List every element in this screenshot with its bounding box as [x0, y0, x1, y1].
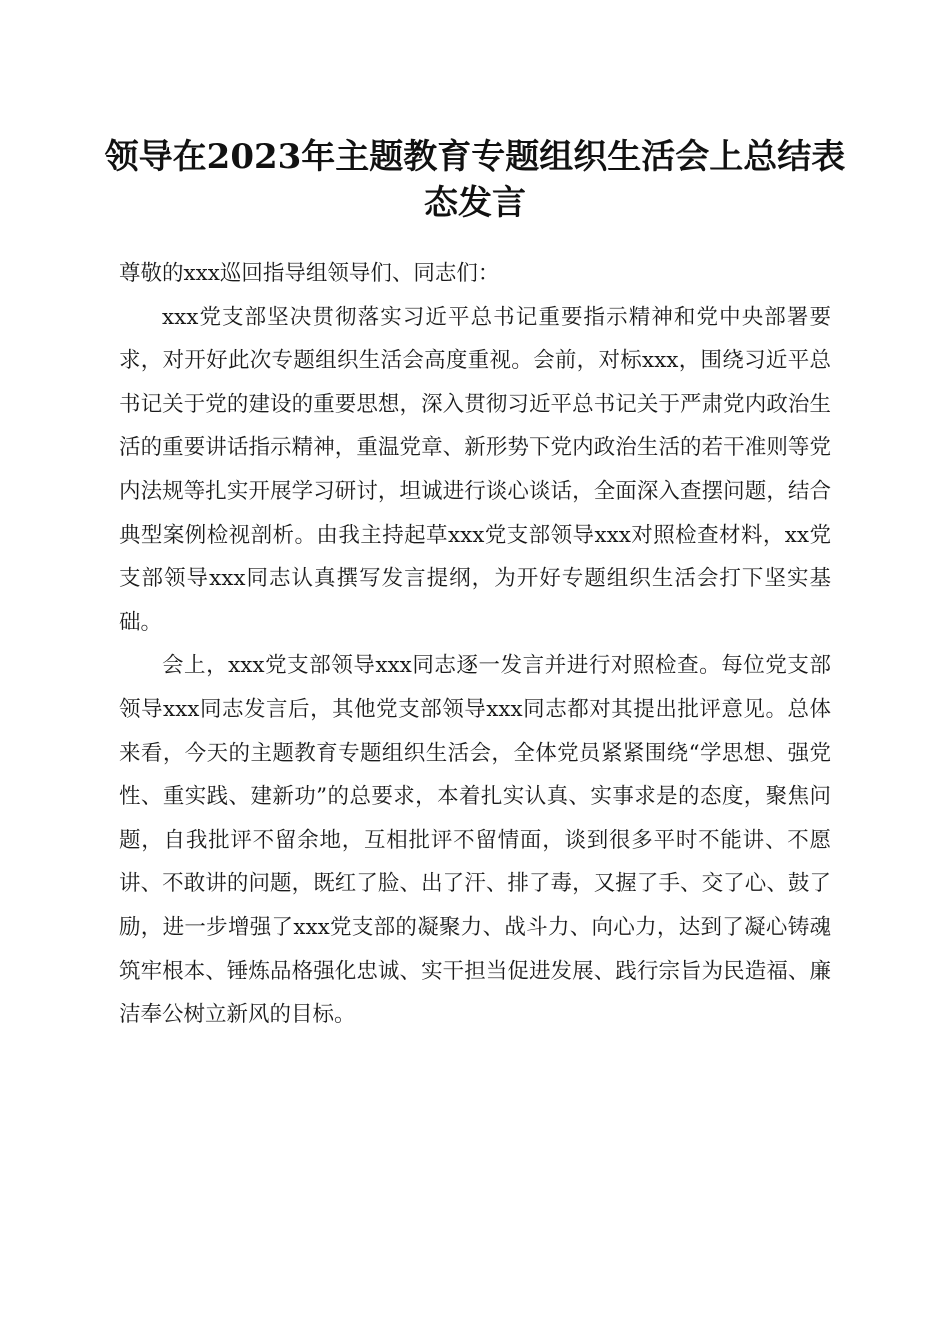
document-body [119, 252, 831, 1037]
paragraph-preparation: xxx党支部坚决贯彻落实习近平总书记重要指示精神和党中央部署要求，对开好此次专题组织生活会高度重视。会前，对标xxx，围绕习近平总书记关于党的建设的重要思想，深入贯彻习近平总书记关于严肃党内政治生活的重要讲话指示精神，重温党章、新形势下党内政治生活的若干准则等党内法规等扎实开展学习研讨，坦诚进行谈心谈话，全面深入查摆问题，结合典型案例检视剖析。由我主持起草xxx党支部领导xxx对照检查材料，xx党支部领导xxx同志认真撰写发言提纲，为开好专题组织生活会打下坚实基础。 [119, 304, 831, 635]
paragraph-meeting-summary: 会上，xxx党支部领导xxx同志逐一发言并进行对照检查。每位党支部领导xxx同志发言后，其他党支部领导xxx同志都对其提出批评意见。总体来看，今天的主题教育专题组织生活会，全体党员紧紧围绕“学思想、强党性、重实践、建新功”的总要求，本着扎实认真、实事求是的态度，聚焦问题，自我批评不留余地，互相批评不留情面，谈到很多平时不能讲、不愿讲、不敢讲的问题，既红了脸、出了汗、排了毒，又握了手、交了心、鼓了励，进一步增强了xxx党支部的凝聚力、战斗力、向心力，达到了凝心铸魂筑牢根本、锤炼品格强化忠诚、实干担当促进发展、践行宗旨为民造福、廉洁奉公树立新风的目标。 [119, 653, 831, 1028]
document-title: 领导在2023年主题教育专题组织生活会上总结表态发言 [104, 137, 846, 223]
salutation: 尊敬的xxx巡回指导组领导们、同志们： [119, 261, 500, 286]
